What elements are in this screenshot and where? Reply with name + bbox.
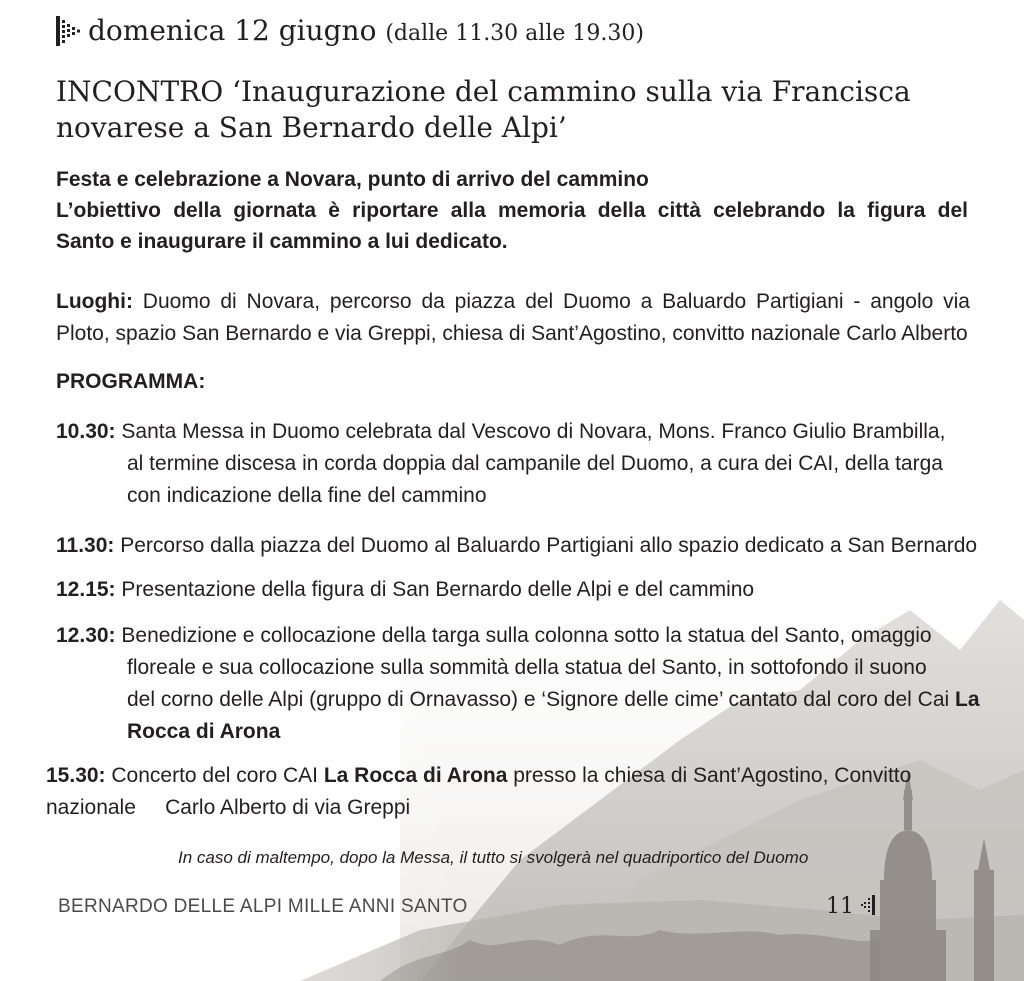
program-text: nazionale Carlo Alberto di via Greppi (46, 796, 411, 819)
intro-line-1: Festa e celebrazione a Novara, punto di arrivo del cammino (56, 168, 649, 191)
hours-text: (dalle 11.30 alle 19.30) (385, 21, 644, 46)
dotted-arrow-left-icon (861, 895, 875, 915)
program-time: 12.30: (56, 624, 116, 647)
choir-name: Rocca di Arona (127, 720, 281, 743)
program-item (56, 620, 986, 748)
program-text: del corno delle Alpi (gruppo di Ornavasso) e ‘Signore delle cime’ cantato dal coro del Cai (127, 688, 956, 711)
program-text: Concerto del coro CAI (105, 764, 324, 787)
choir-name: La Rocca di Arona (323, 764, 508, 787)
program-text: presso la chiesa di Sant’Agostino, Convitto (507, 764, 912, 787)
program-text: Percorso dalla piazza del Duomo al Baluardo Partigiani allo spazio dedicato a San Bernardo (114, 534, 978, 557)
program-text: al termine discesa in corda doppia dal campanile del Duomo, a cura dei CAI, della targa (127, 452, 943, 475)
places-line-2: Ploto, spazio San Bernardo e via Greppi, chiesa di Sant’Agostino, convitto nazionale Carlo Alberto (56, 322, 968, 345)
program-text: con indicazione della fine del cammino (127, 484, 487, 507)
title-line-2: novarese a San Bernardo delle Alpi’ (56, 111, 567, 144)
title-line-1: INCONTRO ‘Inaugurazione del cammino sulla via Francisca (56, 75, 911, 108)
weather-note: In caso di maltempo, dopo la Messa, il tutto si svolgerà nel quadriportico del Duomo (178, 848, 809, 867)
program-item (56, 530, 986, 562)
program-text: Santa Messa in Duomo celebrata dal Vescovo di Novara, Mons. Franco Giulio Brambilla, (115, 420, 946, 443)
program-time: 12.15: (56, 578, 116, 601)
date-text: domenica 12 giugno (88, 14, 377, 47)
event-title (56, 74, 956, 146)
program-text: Benedizione e collocazione della targa sulla colonna sotto la statua del Santo, omaggio (115, 624, 932, 647)
places-text-1: Duomo di Novara, percorso da piazza del Duomo a Baluardo Partigiani - angolo via (132, 290, 970, 313)
choir-name: La (955, 688, 980, 711)
program-item (56, 574, 976, 606)
program-text: Presentazione della figura di San Bernardo delle Alpi e del cammino (115, 578, 755, 601)
program-time: 10.30: (56, 420, 116, 443)
intro-block (56, 164, 968, 257)
intro-line-3: Santo e inaugurare il cammino a lui dedicato. (56, 230, 508, 253)
program-item (46, 760, 986, 824)
program-item (56, 416, 976, 512)
program-heading: PROGRAMMA: (56, 370, 206, 393)
dotted-arrow-icon (56, 16, 82, 46)
footer-title: BERNARDO DELLE ALPI MILLE ANNI SANTO (58, 896, 468, 917)
places-block (56, 286, 970, 350)
page-number-text: 11 (826, 894, 854, 919)
program-time: 11.30: (56, 534, 115, 557)
page-number (826, 894, 875, 919)
event-date (56, 14, 644, 47)
intro-line-2: L’obiettivo della giornata è riportare alla memoria della città celebrando la figura del (56, 199, 968, 222)
program-text: floreale e sua collocazione sulla sommità della statua del Santo, in sottofondo il suono (127, 656, 927, 679)
places-line-1 (56, 286, 970, 318)
places-label: Luoghi: (56, 290, 133, 313)
program-time: 15.30: (46, 764, 106, 787)
